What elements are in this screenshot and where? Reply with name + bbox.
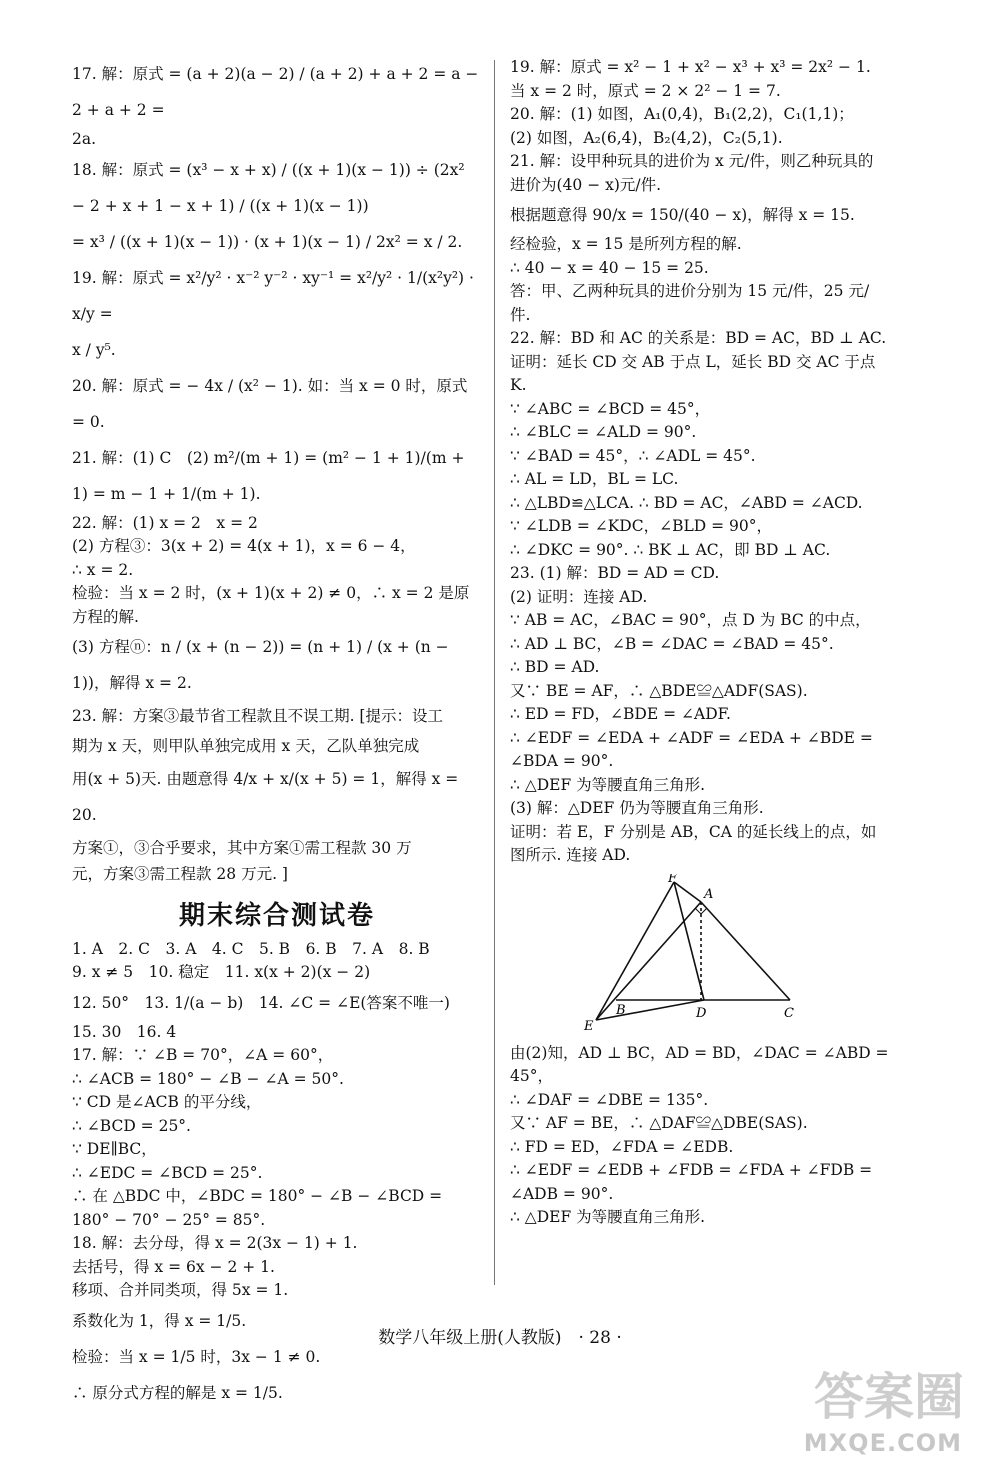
- answer-line: 移项、合并同类项，得 5x = 1.: [72, 1281, 289, 1299]
- answer-line: 系数化为 1，得 x = 1/5.: [72, 1311, 247, 1330]
- answer-line: 21. 解：(1) C (2) m²/(m + 1) = (m² − 1 + 1)/(m + 1) = m − 1 + 1/(m + 1).: [72, 448, 470, 503]
- answer-line: (2) 证明：连接 AD.: [510, 587, 648, 606]
- label-f: F: [668, 873, 678, 886]
- left-column: [72, 56, 482, 1411]
- answer-line: 1. A 2. C 3. A 4. C 5. B 6. B 7. A 8. B: [72, 939, 430, 958]
- answer-line: ∴ x = 2.: [72, 560, 134, 579]
- answer-line: (2) 如图，A₂(6,4)，B₂(4,2)，C₂(5,1).: [510, 128, 783, 147]
- answer-line: (3) 解：△DEF 仍为等腰直角三角形.: [510, 799, 764, 817]
- answer-line: 15. 30 16. 4: [72, 1022, 177, 1041]
- section-title: 期末综合测试卷: [178, 900, 375, 931]
- answer-line: 答：甲、乙两种玩具的进价分别为 15 元/件，25 元/: [510, 282, 870, 300]
- segment-fd: [674, 882, 704, 1000]
- answer-line: ∠BDA = 90°.: [510, 752, 614, 770]
- answer-line: 23. 解：方案③最节省工程款且不误工期. [提示：设工: [72, 707, 443, 725]
- label-c: C: [784, 1005, 794, 1021]
- label-d: D: [696, 1005, 707, 1021]
- answer-line: 17. 解：∵ ∠B = 70°，∠A = 60°，: [72, 1046, 334, 1064]
- answer-line: 检验：当 x = 2 时，(x + 1)(x + 2) ≠ 0，∴ x = 2 是原: [72, 584, 470, 602]
- column-divider: [494, 60, 495, 1285]
- answer-line: ∴ ∠BLC = ∠ALD = 90°.: [510, 423, 697, 441]
- answer-line: 18. 解：去分母，得 x = 2(3x − 1) + 1.: [72, 1234, 358, 1252]
- answer-line: ∴ ∠DAF = ∠DBE = 135°.: [510, 1090, 709, 1109]
- answer-line: 22. 解：(1) x = 2 x = 2: [72, 513, 258, 532]
- answer-line: 18. 解：原式 = (x³ − x + x) / ((x + 1)(x − 1)) ÷ (2x² − 2 + x + 1 − x + 1) / ((x + 1)(x − 1)): [72, 160, 470, 215]
- answer-line: (3) 方程ⓝ：n / (x + (n − 2)) = (n + 1) / (x + (n − 1))，解得 x = 2.: [72, 638, 454, 692]
- answer-line: 证明：延长 CD 交 AB 于点 L，延长 BD 交 AC 于点: [510, 352, 876, 371]
- answer-line: ∴ ∠BCD = 25°.: [72, 1116, 191, 1135]
- geometry-diagram: [580, 874, 820, 1034]
- answer-line: 证明：若 E，F 分别是 AB，CA 的延长线上的点，如: [510, 822, 877, 841]
- answer-line: x / y⁵.: [72, 340, 116, 359]
- answer-line: 22. 解：BD 和 AC 的关系是：BD = AC，BD ⊥ AC.: [510, 329, 887, 347]
- segment-ac: [701, 902, 790, 1000]
- label-e: E: [584, 1018, 594, 1034]
- answer-line: 20. 解：(1) 如图，A₁(0,4)，B₁(2,2)，C₁(1,1)；: [510, 105, 854, 123]
- watermark-logo: [782, 1345, 972, 1465]
- label-b: B: [616, 1002, 626, 1018]
- right-column: [510, 56, 930, 1230]
- answer-line: ∴ ∠EDC = ∠BCD = 25°.: [72, 1163, 263, 1182]
- answer-line: K.: [510, 376, 527, 394]
- answer-line: 23. (1) 解：BD = AD = CD.: [510, 564, 720, 582]
- answer-line: ∴ AD ⊥ BC，∠B = ∠DAC = ∠BAD = 45°.: [510, 634, 834, 653]
- answer-line: 期为 x 天，则甲队单独完成用 x 天，乙队单独完成: [72, 737, 420, 755]
- watermark-url: MXQE.COM: [803, 1429, 962, 1457]
- answer-line: 用(x + 5)天. 由题意得 4/x + x/(x + 5) = 1，解得 x = 20.: [72, 770, 464, 824]
- answer-line: 17. 解：原式 = (a + 2)(a − 2) / (a + 2) + a + 2 = a − 2 + a + 2 =: [72, 65, 484, 119]
- segment-ea: [596, 902, 701, 1020]
- answer-line: ∴ ∠DKC = 90°. ∴ BK ⊥ AC，即 BD ⊥ AC.: [510, 540, 831, 559]
- answer-line: 当 x = 2 时，原式 = 2 × 2² − 1 = 7.: [510, 81, 781, 100]
- answer-line: ∴ ∠EDF = ∠EDA + ∠ADF = ∠EDA + ∠BDE =: [510, 728, 873, 747]
- answer-line: ∵ DE∥BC，: [72, 1140, 157, 1158]
- answer-line: 去括号，得 x = 6x − 2 + 1.: [72, 1257, 275, 1276]
- answer-line: ∴ 原分式方程的解是 x = 1/5.: [72, 1383, 283, 1402]
- answer-line: 由(2)知，AD ⊥ BC，AD = BD，∠DAC = ∠ABD =: [510, 1043, 889, 1062]
- answer-line: ∴ ED = FD，∠BDE = ∠ADF.: [510, 705, 731, 723]
- answer-line: ∵ ∠BAD = 45°，∴ ∠ADL = 45°.: [510, 446, 756, 465]
- answer-line: ∵ ∠ABC = ∠BCD = 45°，: [510, 399, 711, 418]
- answer-line: 又∵ BE = AF，∴ △BDE≌△ADF(SAS).: [510, 681, 808, 700]
- answer-line: ∴ ∠ACB = 180° − ∠B − ∠A = 50°.: [72, 1069, 344, 1088]
- answer-line: 又∵ AF = BE，∴ △DAF≌△DBE(SAS).: [510, 1114, 808, 1132]
- label-a: A: [704, 886, 714, 902]
- answer-line: ∴ AL = LD，BL = LC.: [510, 470, 679, 488]
- answer-line: 12. 50° 13. 1/(a − b) 14. ∠C = ∠E(答案不唯一): [72, 993, 450, 1012]
- answer-line: ∵ CD 是∠ACB 的平分线，: [72, 1093, 262, 1111]
- answer-line: 经检验，x = 15 是所列方程的解.: [510, 235, 742, 253]
- answer-line: 19. 解：原式 = x²/y² · x⁻² y⁻² · xy⁻¹ = x²/y² · 1/(x²y²) · x/y =: [72, 268, 479, 323]
- answer-line: 45°，: [510, 1067, 553, 1085]
- answer-line: ∴ ∠EDF = ∠EDB + ∠FDB = ∠FDA + ∠FDB =: [510, 1161, 873, 1179]
- answer-line: 180° − 70° − 25° = 85°.: [72, 1210, 266, 1229]
- answer-line: = x³ / ((x + 1)(x − 1)) · (x + 1)(x − 1) / 2x² = x / 2.: [72, 232, 463, 251]
- answer-line: 2a.: [72, 130, 97, 148]
- answer-line: 20. 解：原式 = − 4x / (x² − 1). 如：当 x = 0 时，原式 = 0.: [72, 376, 473, 431]
- answer-line: 检验：当 x = 1/5 时，3x − 1 ≠ 0.: [72, 1347, 321, 1366]
- answer-line: ∴ △DEF 为等腰直角三角形.: [510, 1208, 706, 1226]
- page-footer: 数学八年级上册(人教版) · 28 ·: [378, 1328, 622, 1348]
- answer-line: 根据题意得 90/x = 150/(40 − x)，解得 x = 15.: [510, 206, 855, 224]
- answer-line: 9. x ≠ 5 10. 稳定 11. x(x + 2)(x − 2): [72, 963, 371, 981]
- answer-line: 19. 解：原式 = x² − 1 + x² − x³ + x³ = 2x² − 1.: [510, 58, 871, 76]
- triangle-figure: [580, 874, 930, 1038]
- answer-line: ∠ADB = 90°.: [510, 1184, 614, 1203]
- answer-line: 图所示. 连接 AD.: [510, 846, 631, 864]
- answer-line: ∵ ∠LDB = ∠KDC，∠BLD = 90°，: [510, 517, 772, 535]
- answer-line: 方案①，③合乎要求，其中方案①需工程款 30 万: [72, 839, 412, 857]
- answer-line: (2) 方程③：3(x + 2) = 4(x + 1)，x = 6 − 4，: [72, 537, 416, 555]
- watermark-big-text: 答案圈: [814, 1368, 964, 1426]
- answer-line: ∵ AB = AC，∠BAC = 90°，点 D 为 BC 的中点，: [510, 611, 871, 629]
- answer-line: ∴ 在 △BDC 中，∠BDC = 180° − ∠B − ∠BCD =: [72, 1187, 443, 1205]
- answer-line: 件.: [510, 305, 531, 324]
- answer-line: 元，方案③需工程款 28 万元. ]: [72, 865, 288, 883]
- answer-line: ∴ FD = ED，∠FDA = ∠EDB.: [510, 1137, 734, 1156]
- answer-line: ∴ 40 − x = 40 − 15 = 25.: [510, 258, 709, 277]
- answer-line: 21. 解：设甲种玩具的进价为 x 元/件，则乙种玩具的: [510, 152, 874, 170]
- answer-line: ∴ BD = AD.: [510, 658, 600, 676]
- segment-ed: [596, 1000, 704, 1020]
- answer-line: ∴ △DEF 为等腰直角三角形.: [510, 775, 706, 794]
- answer-line: ∴ △LBD≌△LCA. ∴ BD = AC，∠ABD = ∠ACD.: [510, 493, 863, 512]
- answer-line: 进价为(40 − x)元/件.: [510, 175, 662, 194]
- answer-line: 方程的解.: [72, 607, 139, 626]
